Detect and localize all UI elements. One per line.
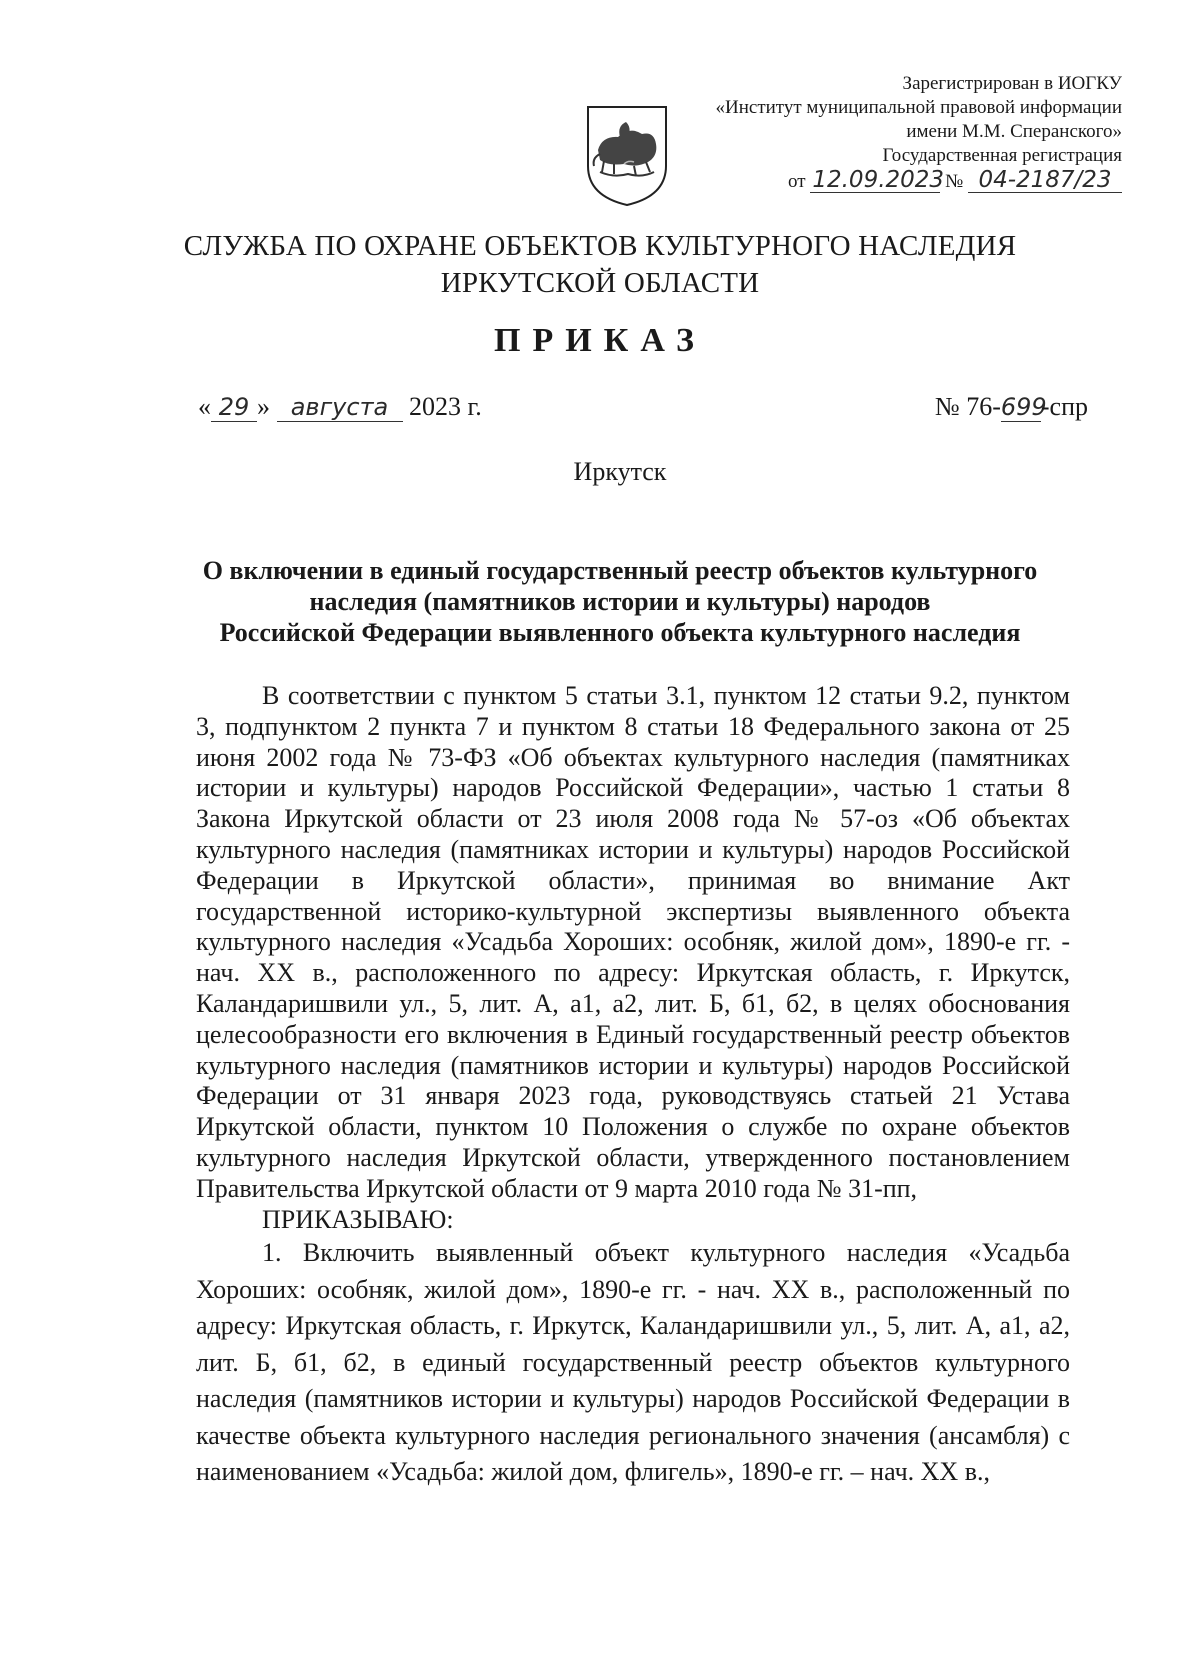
registration-number-handwritten: 04-2187/23 — [968, 168, 1122, 193]
registration-number-prefix: № — [945, 171, 964, 192]
registration-line-3: имени М.М. Сперанского» — [906, 121, 1122, 142]
date-close-quote: » — [257, 392, 270, 421]
registration-line-2: «Институт муниципальной правовой информации — [715, 97, 1122, 118]
order-word: ПРИКАЗЫВАЮ: — [262, 1204, 454, 1234]
agency-name — [0, 228, 1200, 302]
subject-line-2: наследия (памятников истории и культуры) народов — [309, 587, 931, 616]
registration-line-1: Зарегистрирован в ИОГКУ — [902, 73, 1122, 94]
agency-name-line-1: СЛУЖБА ПО ОХРАНЕ ОБЪЕКТОВ КУЛЬТУРНОГО НАСЛЕДИЯ — [183, 230, 1017, 262]
subject-line-1: О включении в единый государственный реестр объектов культурного — [202, 556, 1038, 585]
date-year: 2023 г. — [409, 392, 482, 421]
order-subject — [180, 555, 1060, 648]
order-number-handwritten: 699 — [1000, 393, 1047, 421]
registration-date-prefix: от — [788, 171, 806, 192]
date-open-quote: « — [198, 392, 211, 421]
subject-line-3: Российской Федерации выявленного объекта культурного наследия — [219, 618, 1021, 647]
document-body — [196, 681, 1070, 1491]
registration-line-4: Государственная регистрация — [882, 145, 1122, 166]
order-number-suffix: -спр — [1040, 392, 1088, 421]
city-name: Иркутск — [573, 457, 667, 486]
date-day-handwritten: 29 — [211, 393, 257, 422]
order-number-prefix: № 76- — [934, 392, 1001, 421]
registration-date-handwritten: 12.09.2023 — [812, 167, 945, 193]
registration-line-5 — [602, 168, 1122, 194]
item-1-paragraph: 1. Включить выявленный объект культурного наследия «Усадьба Хороших: особняк, жилой дом», 1890-е гг. - нач. XX в., расположенный по адресу: Иркутская область, г. Иркутск, Каландаришвили ул., 5, лит. А, а1, а2, лит. Б, б1, б2, в единый государственный реестр объектов культурного наследия (памятников истории и культуры) народов Российской Федерации в качестве объекта культурного наследия регионального значения (ансамбля) с наименованием «Усадьба: жилой дом, флигель», 1890-е гг. – нач. XX в., — [196, 1238, 1070, 1487]
registration-stamp — [602, 72, 1122, 194]
order-date — [198, 392, 482, 422]
order-number — [935, 392, 1088, 422]
document-type-heading: ПРИКАЗ — [494, 322, 706, 359]
preamble-paragraph: В соответствии с пунктом 5 статьи 3.1, пунктом 12 статьи 9.2, пунктом 3, подпунктом 2 пункта 7 и пунктом 8 статьи 18 Федерального закона от 25 июня 2002 года № 73-ФЗ «Об объектах культурного наследия (памятниках истории и культуры) народов Российской Федерации», частью 1 статьи 8 Закона Иркутской области от 23 июля 2008 года № 57-оз «Об объектах культурного наследия (памятниках истории и культуры) народов Российской Федерации в Иркутской области», принимая во внимание Акт государственной историко-культурной экспертизы выявленного объекта культурного наследия «Усадьба Хороших: особняк, жилой дом», 1890-е гг. - нач. XX в., расположенного по адресу: Иркутская область, г. Иркутск, Каландаришвили ул., 5, лит. А, а1, а2, лит. Б, б1, б2, в целях обоснования целесообразности его включения в Единый государственный реестр объектов культурного наследия (памятников истории и культуры) народов Российской Федерации от 31 января 2023 года, руководствуясь статьей 21 Устава Иркутской области, пунктом 10 Положения о службе по охране объектов культурного наследия Иркутской области, утвержденного постановлением Правительства Иркутской области от 9 марта 2010 года № 31-пп, — [196, 681, 1070, 1203]
agency-name-line-2: ИРКУТСКОЙ ОБЛАСТИ — [440, 267, 760, 299]
date-month-handwritten: августа — [277, 393, 403, 422]
